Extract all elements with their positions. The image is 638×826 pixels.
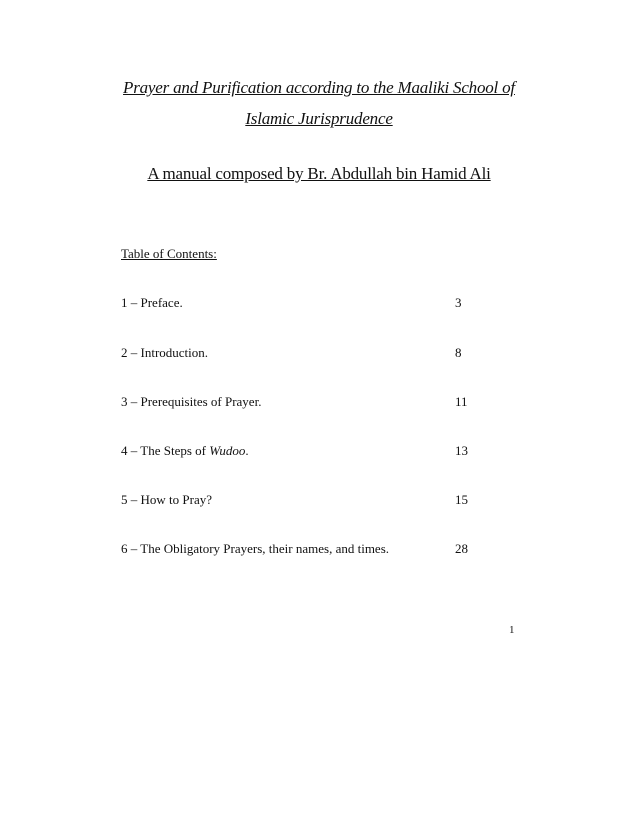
toc-entry-preface: [121, 295, 481, 313]
toc-entry-label: 2 – Introduction.: [121, 345, 209, 360]
toc-entry-page: 28: [455, 541, 468, 556]
toc-entry-label: 3 – Prerequisites of Prayer.: [121, 394, 262, 409]
toc-entry-steps-of-wudoo: [121, 443, 481, 461]
toc-entry-page: 15: [455, 492, 468, 507]
toc-entry-introduction: [121, 345, 481, 363]
toc-entry-page: 13: [455, 443, 468, 458]
page-number: 1: [509, 624, 515, 636]
toc-entry-prerequisites: [121, 394, 481, 412]
toc-entry-label-emphasis: Wudoo: [209, 443, 246, 458]
toc-entry-label: [121, 443, 249, 459]
toc-heading: Table of Contents:: [121, 246, 217, 261]
document-title-line-1: Prayer and Purification according to the Maaliki School of: [123, 78, 515, 97]
toc-entry-page: 11: [455, 394, 468, 409]
toc-entry-label: 6 – The Obligatory Prayers, their names, and times.: [121, 541, 390, 556]
toc-entry-label-prefix: 4 – The Steps of: [121, 443, 210, 458]
document-subtitle: A manual composed by Br. Abdullah bin Hamid Ali: [147, 164, 491, 183]
document-title-line-2: Islamic Jurisprudence: [245, 109, 393, 128]
toc-entry-label: 1 – Preface.: [121, 295, 183, 310]
toc-entry-how-to-pray: [121, 492, 481, 510]
toc-entry-page: 3: [455, 295, 462, 310]
toc-entry-obligatory-prayers: [121, 541, 481, 559]
toc-entry-label: 5 – How to Pray?: [121, 492, 212, 507]
toc-entry-label-suffix: .: [245, 443, 249, 458]
toc-entry-page: 8: [455, 345, 462, 360]
